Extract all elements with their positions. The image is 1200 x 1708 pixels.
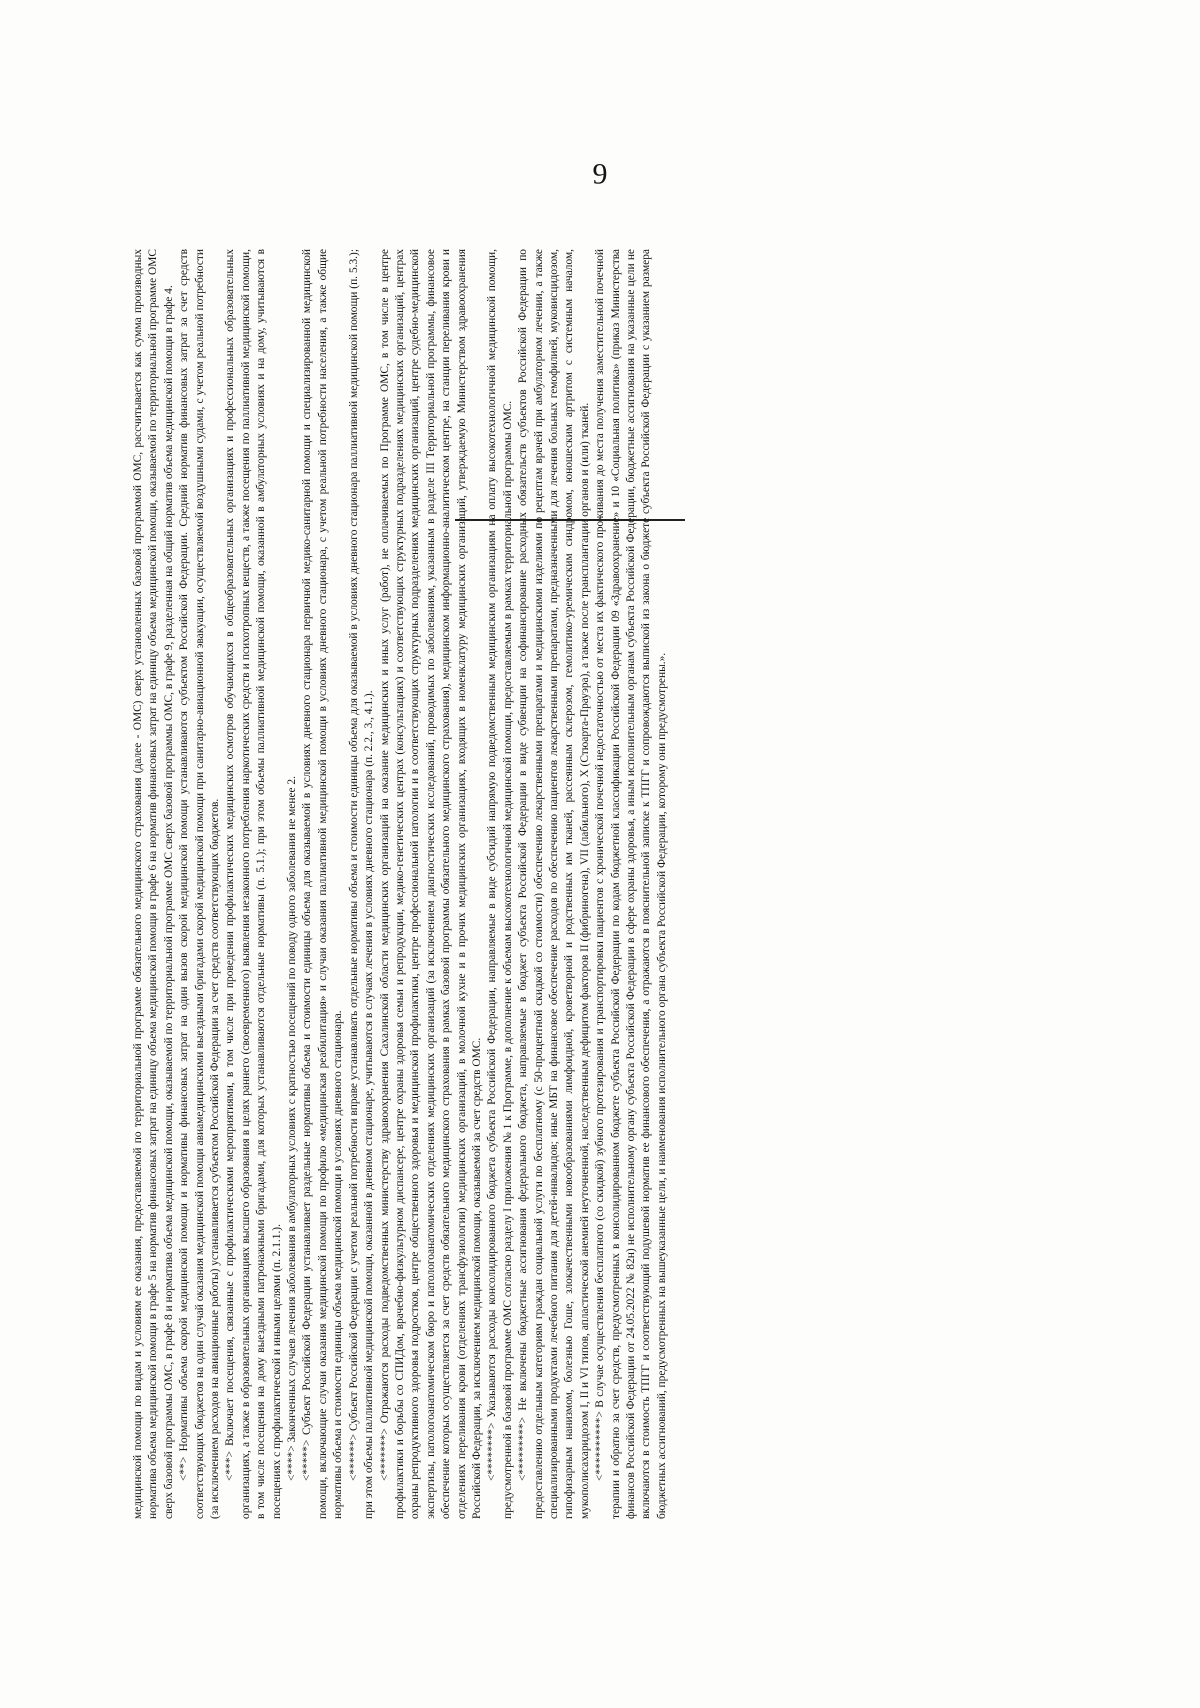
footnote-paragraph: <******> Субъект Российской Федерации с учетом реальной потребности вправе устанавливать отдельные нормативы объема и стоимости единицы объема для оказываемой в условиях дневного стационара паллиативной медицинской помощи (п. 5.3.); при этом объемы паллиативной медицинской помощи, оказанной в дневном стационаре, учитываются в случаях лечения в условиях дневного стационара (п. 2.2., 3., 4.1.). xyxy=(347,249,376,1519)
footnote-paragraph: <**> Нормативы объема скорой медицинской помощи и нормативы финансовых затрат на один вызов скорой медицинской помощи устанавливаются субъектом Российской Федерации. Средний норматив финансовых затрат за счет средств соответствующих бюджетов на один случай оказания медицинской помощи авиамедицинскими выездными бригадами скорой медицинской помощи при санитарно-авиационной эвакуации, осуществляемой воздушными судами, с учетом реальной потребности (за исключением расходов на авиационные работы) устанавливается субъектом Российской Федерации за счет средств соответствующих бюджетов. xyxy=(178,249,222,1519)
rotated-content xyxy=(125,149,1075,1559)
footnote-paragraph: медицинской помощи по видам и условиям ее оказания, предоставляемой по территориальной программе обязательного медицинского страхования (далее - ОМС) сверх установленных базовой программой ОМС, рассчитывается как сумма производных норматива объема медицинской помощи в графе 5 на норматив финансовых затрат на единицу объема медицинской помощи в графе 6 на норматив финансовых затрат на единицу объема медицинской помощи, оказываемой по территориальной программе ОМС сверх базовой программы ОМС, в графе 8 и норматива объема медицинской помощи, оказываемой по территориальной программе ОМС сверх базовой программы ОМС, в графе 9, разделенная на общий норматив объема медицинской помощи в графе 4. xyxy=(132,249,175,1519)
footnote-paragraph: <********> Указываются расходы консолидированного бюджета субъекта Российской Федерации, направляемые в виде субсидий напрямую подведомственным медицинским организациям на оплату высокотехнологичной медицинской помощи, предусмотренной в базовой программе ОМС согласно разделу I приложения № 1 к Программе, в дополнение к объемам высокотехнологичной медицинской помощи, предоставляемым в рамках территориальной программы ОМС. xyxy=(486,249,514,1519)
footnote-paragraph: <*******> Отражаются расходы подведомственных министерству здравоохранения Сахалинской области медицинских организаций на оказание медицинских и иных услуг (работ), не оплачиваемых по Программе ОМС, в том числе в центре профилактики и борьбы со СПИДом, врачебно-физкультурном диспансере, центре охраны здоровья семьи и репродукции, медико-генетических центрах (консультациях) и соответствующих структурных подразделениях медицинских организаций, центрах охраны репродуктивного здоровья подростков, центре общественного здоровья и медицинской профилактики, центре профессиональной патологии и в соответствующих структурных подразделениях медицинских организаций, центре судебно-медицинской экспертизы, патологоанатомическом бюро и патологоанатомических отделениях медицинских организаций (за исключением диагностических исследований, проводимых по заболеваниям, указанным в разделе III Территориальной программы, финансовое обеспечение которых осуществляется за счет средств обязательного медицинского страхования в рамках базовой программы обязательного медицинского страхования), медицинском информационно-аналитическом центре, на станции переливания крови и отделениях переливания крови (отделениях трансфузиологии) медицинских организаций, в молочной кухне и в прочих медицинских организациях, входящих в номенклатуру медицинских организаций, утверждаемую Министерством здравоохранения Российской Федерации, за исключением медицинской помощи, оказываемой за счет средств ОМС. xyxy=(378,249,483,1519)
page-number xyxy=(125,155,1075,195)
footnote-paragraph: <***> Включает посещения, связанные с профилактическими мероприятиями, в том числе при проведении профилактических медицинских осмотров обучающихся в общеобразовательных организациях и профессиональных образовательных организациях, а также в образовательных организациях высшего образования в целях раннего (своевременного) выявления незаконного потребления наркотических средств и психотропных веществ, а также посещения по паллиативной медицинской помощи, в том числе посещения на дому выездными патронажными бригадами, для которых устанавливаются отдельные нормативы (п. 5.1.); при этом объемы паллиативной медицинской помощи, оказанной в амбулаторных условиях и на дому, учитываются в посещениях с профилактической и иными целями (п. 2.1.1.). xyxy=(224,249,283,1519)
footnote-paragraph: <**********> В случае осуществления бесплатного (со скидкой) зубного протезирования и транспортировки пациентов с хронической почечной недостаточностью от места их фактического проживания до места получения заместительной почечной терапии и обратно за счет средств, предусмотренных в консолидированном бюджете субъекта Российской Федерации по кодам бюджетной классификации Российской Федерации 09 «Здравоохранение» и 10 «Социальная политика» (приказ Министерства финансов Российской Федерации от 24.05.2022 № 82н) не исполнительному органу субъекта Российской Федерации в сфере охраны здоровья, а иным исполнительным органам субъекта Российской Федерации, бюджетные ассигнования на указанные цели не включаются в стоимость ТПГГ и соответствующий подушевой норматив ее финансового обеспечения, а отражаются в пояснительной записке к ТПГГ и сопровождаются выпиской из закона о бюджете субъекта Российской Федерации с указанием размера бюджетных ассигнований, предусмотренных на вышеуказанные цели, и наименования исполнительного органа субъекта Российской Федерации, которому они предусмотрены.». xyxy=(594,249,668,1519)
footnote-paragraph: <****> Законченных случаев лечения заболевания в амбулаторных условиях с кратностью посещений по поводу одного заболевания не менее 2. xyxy=(286,776,299,1481)
page-number-text: 9 xyxy=(592,158,608,191)
footnotes-block xyxy=(131,249,1071,1519)
footnote-paragraph: <*********> Не включены бюджетные ассигнования федерального бюджета, направляемые в бюджет субъекта Российской Федерации в виде субвенции на софинансирование расходных обязательств субъектов Российской Федерации по предоставлению отдельным категориям граждан социальной услуги по бесплатному (с 50-процентной скидкой со стоимости) обеспечению лекарственными препаратами и медицинскими изделиями по рецептам врачей при амбулаторном лечении, а также специализированными продуктами лечебного питания для детей-инвалидов; иные МБТ на финансовое обеспечение расходов по обеспечению пациентов лекарственными препаратами, предназначенными для лечения больных гемофилией, муковисцидозом, гипофизарным нанизмом, болезнью Гоше, злокачественными новообразованиями лимфоидной, кроветворной и родственных им тканей, рассеянным склерозом, гемолитико-уремическим синдромом, юношеским артритом с системным началом, мукополисахаридозом I, II и VI типов, апластической анемией неуточненной, наследственным дефицитом факторов II (фибриногена), VII (лабильного), X (Стюарта-Прауэра), а также после трансплантации органов и (или) тканей. xyxy=(517,249,591,1519)
footnote-paragraph: <*****> Субъект Российской Федерации устанавливает раздельные нормативы объема и стоимости единицы объема для оказываемой в условиях дневного стационара первичной медико-санитарной помощи и специализированной медицинской помощи, включающие случаи оказания медицинской помощи по профилю «медицинская реабилитация» и случаи оказания паллиативной медицинской помощи в условиях дневного стационара, с учетом реальной потребности населения, а также общие нормативы объема и стоимости единицы объема медицинской помощи в условиях дневного стационара. xyxy=(301,249,345,1519)
